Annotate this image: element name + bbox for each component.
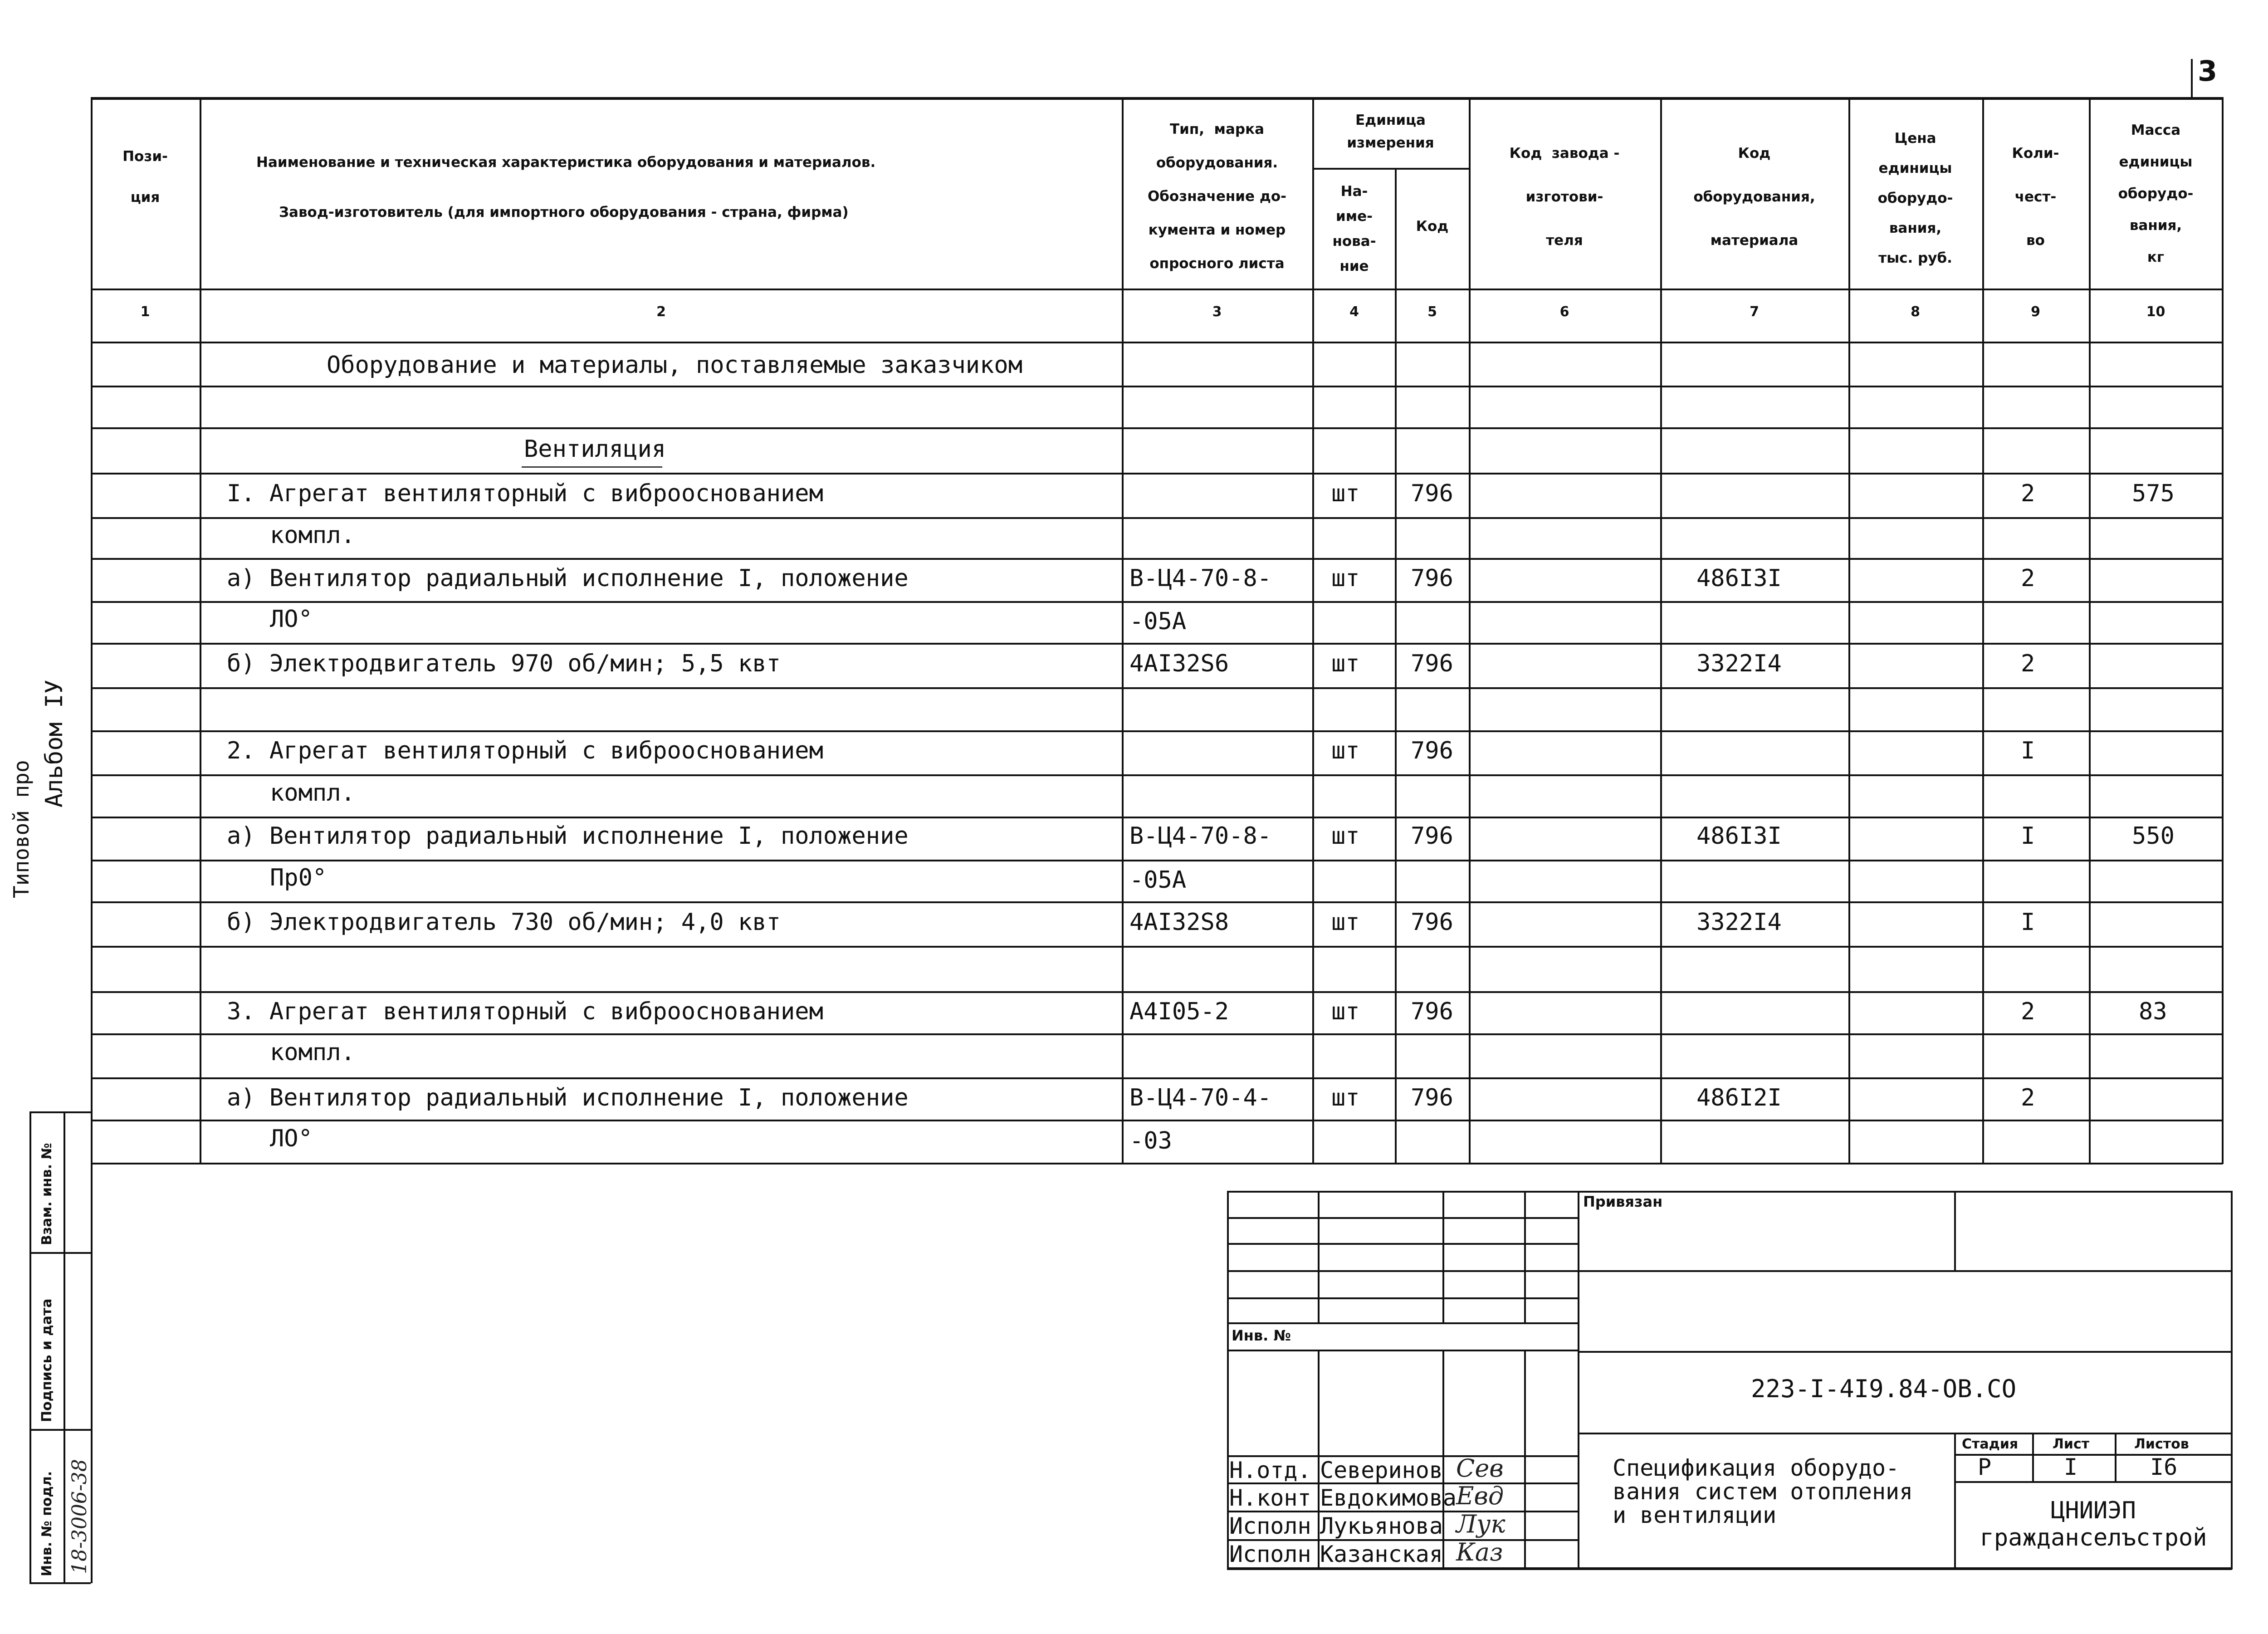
signer-0-signature: Сев bbox=[1456, 1454, 1504, 1482]
side-album-label: Альбом IУ bbox=[41, 680, 68, 807]
row-9-code: 796 bbox=[1411, 737, 1453, 764]
page-number: 3 bbox=[2198, 54, 2218, 88]
row-15-qty: 2 bbox=[2021, 998, 2035, 1025]
row-9-qty: I bbox=[2021, 737, 2035, 764]
signer-2-name: Лукьянова bbox=[1320, 1513, 1443, 1539]
row-12-type: -05А bbox=[1129, 866, 1187, 894]
row-3-qty: 2 bbox=[2021, 480, 2035, 507]
row-13-type: 4АI32S8 bbox=[1129, 909, 1229, 936]
row-7-qty: 2 bbox=[2021, 650, 2035, 677]
row-0-name: Оборудование и материалы, поставляемые заказчиком bbox=[327, 352, 1023, 379]
row-11-eq: 486I3I bbox=[1696, 822, 1782, 850]
row-9-unit: шт bbox=[1331, 737, 1360, 764]
row-5-type: В-Ц4-70-8- bbox=[1129, 565, 1272, 592]
header-factory-code: Код завода - изготови- теля bbox=[1509, 145, 1620, 249]
col-num-7: 7 bbox=[1750, 304, 1759, 320]
row-17-name: а) Вентилятор радиальный исполнение I, положение bbox=[227, 1084, 909, 1111]
col-num-1: 1 bbox=[140, 304, 150, 320]
row-3-unit: шт bbox=[1331, 480, 1360, 507]
col-num-10: 10 bbox=[2146, 304, 2165, 320]
row-15-type: А4I05-2 bbox=[1129, 998, 1229, 1025]
col-num-2: 2 bbox=[656, 304, 666, 320]
row-11-qty: I bbox=[2021, 822, 2035, 850]
row-11-unit: шт bbox=[1331, 822, 1360, 850]
signer-1-role: Н.конт bbox=[1229, 1485, 1311, 1511]
row-11-code: 796 bbox=[1411, 822, 1453, 850]
row-16-name: компл. bbox=[270, 1039, 355, 1066]
header-equipment-code: Код оборудования, материала bbox=[1693, 145, 1815, 249]
row-9-name: 2. Агрегат вентиляторный с виброоснованием bbox=[227, 737, 823, 764]
col-num-4: 4 bbox=[1349, 304, 1359, 320]
row-17-unit: шт bbox=[1331, 1084, 1360, 1111]
header-position: Пози- ция bbox=[122, 148, 168, 205]
header-price: Цена единицы оборудо- вания, тыс. руб. bbox=[1877, 130, 1953, 266]
tb-attached-label: Привязан bbox=[1583, 1193, 1663, 1210]
row-7-code: 796 bbox=[1411, 650, 1453, 677]
row-7-eq: 3322I4 bbox=[1696, 650, 1782, 677]
signer-2-role: Исполн bbox=[1229, 1513, 1311, 1539]
stamp-inv-number: 18-3006-38 bbox=[68, 1459, 91, 1574]
row-18-name: ЛО° bbox=[270, 1125, 313, 1152]
tb-org: ЦНИИЭП гражданселъстрой bbox=[1980, 1497, 2207, 1551]
tb-sheet: I bbox=[2064, 1454, 2078, 1480]
row-3-code: 796 bbox=[1411, 480, 1453, 507]
header-unit: Единица измерения bbox=[1347, 112, 1434, 151]
stamp-exchange-label: Взам. инв. № bbox=[39, 1143, 55, 1245]
stamp-sign-label: Подпись и дата bbox=[39, 1298, 55, 1422]
row-13-qty: I bbox=[2021, 909, 2035, 936]
header-unit-name: На- име- нова- ние bbox=[1332, 183, 1376, 274]
signer-3-role: Исполн bbox=[1229, 1541, 1311, 1567]
signer-3-signature: Каз bbox=[1456, 1538, 1503, 1566]
row-12-name: Пр0° bbox=[270, 864, 327, 891]
row-4-name: компл. bbox=[270, 522, 355, 549]
row-5-unit: шт bbox=[1331, 565, 1360, 592]
signer-3-name: Казанская bbox=[1320, 1541, 1443, 1567]
signer-1-signature: Евд bbox=[1456, 1482, 1504, 1510]
row-5-code: 796 bbox=[1411, 565, 1453, 592]
tb-doc-code: 223-I-4I9.84-ОВ.СО bbox=[1751, 1375, 2017, 1403]
row-13-code: 796 bbox=[1411, 909, 1453, 936]
row-15-code: 796 bbox=[1411, 998, 1453, 1025]
header-unit-code: Код bbox=[1416, 218, 1449, 235]
row-3-name: I. Агрегат вентиляторный с виброоснованием bbox=[227, 480, 823, 507]
header-name-line2: Завод-изготовитель (для импортного оборудования - страна, фирма) bbox=[279, 204, 849, 220]
row-13-name: б) Электродвигатель 730 об/мин; 4,0 квт bbox=[227, 909, 781, 936]
col-num-3: 3 bbox=[1212, 304, 1222, 320]
row-15-unit: шт bbox=[1331, 998, 1360, 1025]
row-3-mass: 575 bbox=[2132, 480, 2175, 507]
header-type: Тип, марка оборудования. Обозначение до- кумента и номер опросного листа bbox=[1147, 121, 1287, 272]
header-quantity: Коли- чест- во bbox=[2012, 145, 2059, 249]
row-7-type: 4АI32S6 bbox=[1129, 650, 1229, 677]
row-11-type: В-Ц4-70-8- bbox=[1129, 822, 1272, 850]
stamp-inv-label: Инв. № подл. bbox=[39, 1471, 55, 1576]
row-5-eq: 486I3I bbox=[1696, 565, 1782, 592]
tb-stage-label: Стадия bbox=[1962, 1436, 2019, 1452]
row-10-name: компл. bbox=[270, 779, 355, 807]
header-name-line1: Наименование и техническая характеристика оборудования и материалов. bbox=[256, 154, 876, 171]
row-15-name: 3. Агрегат вентиляторный с виброоснованием bbox=[227, 998, 823, 1025]
row-15-mass: 83 bbox=[2139, 998, 2167, 1025]
row-2-name: Вентиляция bbox=[524, 435, 666, 463]
tb-sheets: I6 bbox=[2150, 1454, 2178, 1480]
subsection-underline bbox=[522, 466, 662, 468]
row-17-code: 796 bbox=[1411, 1084, 1453, 1111]
row-11-mass: 550 bbox=[2132, 822, 2175, 850]
row-11-name: а) Вентилятор радиальный исполнение I, положение bbox=[227, 822, 909, 850]
row-13-unit: шт bbox=[1331, 909, 1360, 936]
row-5-qty: 2 bbox=[2021, 565, 2035, 592]
row-7-unit: шт bbox=[1331, 650, 1360, 677]
signer-0-name: Северинов bbox=[1320, 1457, 1443, 1483]
row-17-type: В-Ц4-70-4- bbox=[1129, 1084, 1272, 1111]
row-6-type: -05А bbox=[1129, 608, 1187, 635]
signer-1-name: Евдокимова bbox=[1320, 1485, 1457, 1511]
row-13-eq: 3322I4 bbox=[1696, 909, 1782, 936]
tb-sheet-label: Лист bbox=[2053, 1436, 2090, 1452]
tb-inv-label: Инв. № bbox=[1232, 1327, 1291, 1344]
row-18-type: -03 bbox=[1129, 1127, 1172, 1155]
side-project-label: Типовой про bbox=[9, 760, 34, 898]
col-num-8: 8 bbox=[1911, 304, 1920, 320]
col-num-5: 5 bbox=[1427, 304, 1437, 320]
row-5-name: а) Вентилятор радиальный исполнение I, положение bbox=[227, 565, 909, 592]
page-number-border bbox=[2191, 59, 2193, 100]
signer-2-signature: Лук bbox=[1456, 1510, 1505, 1538]
signer-0-role: Н.отд. bbox=[1229, 1457, 1311, 1483]
col-num-9: 9 bbox=[2031, 304, 2040, 320]
row-7-name: б) Электродвигатель 970 об/мин; 5,5 квт bbox=[227, 650, 781, 677]
tb-sheets-label: Листов bbox=[2134, 1436, 2189, 1452]
tb-title: Спецификация оборудо- вания систем отопления и вентиляции bbox=[1613, 1455, 1913, 1528]
row-6-name: ЛО° bbox=[270, 606, 313, 633]
row-17-qty: 2 bbox=[2021, 1084, 2035, 1111]
col-num-6: 6 bbox=[1559, 304, 1569, 320]
tb-stage: Р bbox=[1978, 1454, 1992, 1480]
row-17-eq: 486I2I bbox=[1696, 1084, 1782, 1111]
header-mass: Масса единицы оборудо- вания, кг bbox=[2118, 122, 2194, 265]
